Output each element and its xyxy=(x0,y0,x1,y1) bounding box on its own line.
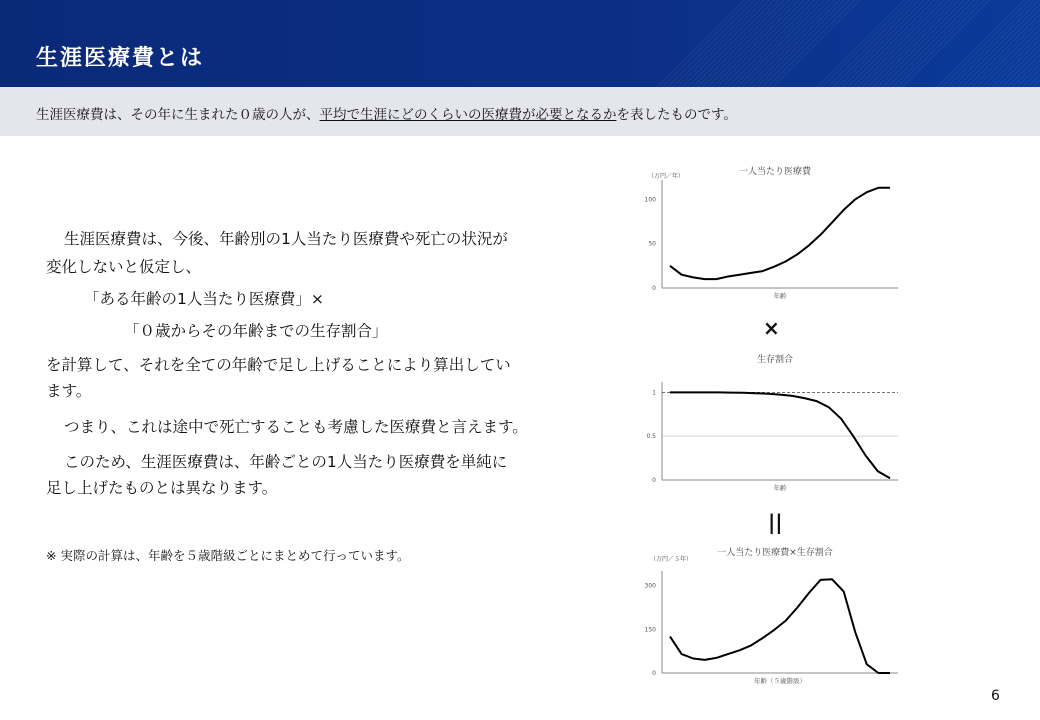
x-axis-label: 年齢 xyxy=(773,292,787,300)
series-line xyxy=(670,579,890,673)
y-tick-label: 100 xyxy=(644,196,656,204)
series-line xyxy=(670,188,890,279)
chart-title: 一人当たり医療費×生存割合 xyxy=(717,548,833,558)
summary-before: 生涯医療費は、その年に生まれた０歳の人が、 xyxy=(36,107,320,123)
body-line: 足し上げたものとは異なります。 xyxy=(46,479,278,497)
multiply-operator: × xyxy=(763,316,780,340)
chart-title: 一人当たり医療費 xyxy=(738,167,812,177)
y-tick-label: 0.5 xyxy=(646,433,656,441)
chart-survival-rate xyxy=(640,350,920,495)
summary-after: を表したものです。 xyxy=(616,107,737,123)
y-tick-label: 1 xyxy=(652,389,656,397)
page-title: 生涯医療費とは xyxy=(36,46,205,71)
equals-operator: || xyxy=(768,510,783,534)
chart-cost-times-survival xyxy=(640,545,920,690)
body-line: 「０歳からその年齢までの生存割合」 xyxy=(124,322,388,340)
body-line: ます。 xyxy=(46,382,92,400)
y-tick-label: 0 xyxy=(652,670,656,677)
body-line: 「ある年齢の1人当たり医療費」× xyxy=(84,290,324,308)
body-line: つまり、これは途中で死亡することも考慮した医療費と言えます。 xyxy=(64,418,528,436)
y-tick-label: 150 xyxy=(644,626,656,634)
x-axis-label: 年齢（５歳階級） xyxy=(754,677,806,685)
chart-unit-label: （万円／年） xyxy=(648,173,685,180)
chart-medical-cost-per-person xyxy=(640,158,920,303)
footnote: ※ 実際の計算は、年齢を５歳階級ごとにまとめて行っています。 xyxy=(46,548,410,563)
body-line: 生涯医療費は、今後、年齢別の1人当たり医療費や死亡の状況が xyxy=(64,230,508,248)
page-number: 6 xyxy=(991,688,1000,704)
chart-title: 生存割合 xyxy=(756,355,794,365)
body-line: 変化しないと仮定し、 xyxy=(46,258,202,276)
series-line xyxy=(670,392,890,478)
summary-text xyxy=(36,103,737,123)
y-tick-label: 50 xyxy=(648,240,656,248)
chart-unit-label: （万円／５年） xyxy=(650,556,693,563)
body-line: このため、生涯医療費は、年齢ごとの1人当たり医療費を単純に xyxy=(64,453,508,471)
y-tick-label: 0 xyxy=(652,477,656,484)
y-tick-label: 0 xyxy=(652,285,656,292)
summary-underlined: 平均で生涯にどのくらいの医療費が必要となるか xyxy=(319,107,617,123)
body-line: を計算して、それを全ての年齢で足し上げることにより算出してい xyxy=(46,356,511,374)
x-axis-label: 年齢 xyxy=(773,484,787,492)
y-tick-label: 300 xyxy=(644,582,656,590)
